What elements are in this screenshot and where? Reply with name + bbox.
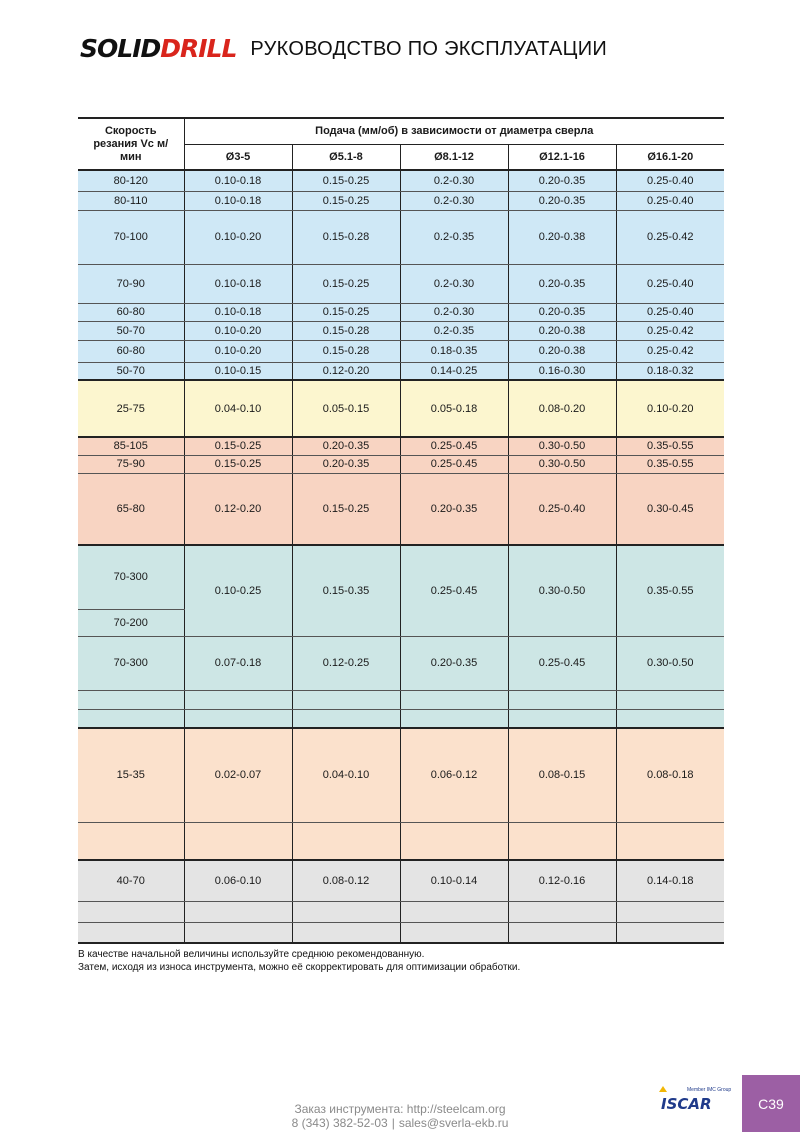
feed-cell xyxy=(400,901,508,922)
feed-cell: 0.05-0.18 xyxy=(400,380,508,437)
feed-cell: 0.10-0.25 xyxy=(184,545,292,636)
feed-cell: 0.15-0.25 xyxy=(292,264,400,303)
feed-cell xyxy=(616,709,724,728)
diameter-header: Ø8.1-12 xyxy=(400,144,508,170)
feed-cell: 0.20-0.38 xyxy=(508,340,616,362)
feed-cell: 0.35-0.55 xyxy=(616,437,724,455)
feed-cell: 0.08-0.18 xyxy=(616,728,724,822)
feed-cell: 0.10-0.18 xyxy=(184,264,292,303)
feed-cell xyxy=(292,901,400,922)
feed-cell: 0.10-0.18 xyxy=(184,303,292,321)
feed-cell: 0.10-0.14 xyxy=(400,860,508,901)
feed-cell xyxy=(184,922,292,943)
feed-cell: 0.20-0.35 xyxy=(400,473,508,545)
feed-cell xyxy=(184,690,292,709)
feed-cell xyxy=(508,922,616,943)
feed-cell: 0.10-0.20 xyxy=(184,321,292,340)
feed-cell: 0.07-0.18 xyxy=(184,636,292,690)
page-number: C39 xyxy=(758,1095,784,1112)
feed-cell: 0.25-0.40 xyxy=(616,303,724,321)
feed-cell: 0.14-0.25 xyxy=(400,362,508,380)
feed-cell xyxy=(184,822,292,860)
table-row xyxy=(78,709,724,728)
feed-cell: 0.30-0.50 xyxy=(616,636,724,690)
feed-cell: 0.08-0.15 xyxy=(508,728,616,822)
feed-cell: 0.18-0.35 xyxy=(400,340,508,362)
feed-cell: 0.15-0.25 xyxy=(292,191,400,210)
feed-cell xyxy=(508,822,616,860)
table-row xyxy=(78,303,724,321)
feed-cell xyxy=(292,709,400,728)
feed-cell: 0.15-0.25 xyxy=(292,473,400,545)
speed-cell: 75-90 xyxy=(78,455,184,473)
speed-cell: 70-100 xyxy=(78,210,184,264)
feed-cell: 0.20-0.35 xyxy=(292,437,400,455)
speed-cell: 70-200 xyxy=(78,609,184,636)
feed-cell: 0.15-0.28 xyxy=(292,321,400,340)
feed-cell: 0.2-0.30 xyxy=(400,170,508,191)
table-row xyxy=(78,690,724,709)
speed-cell: 70-300 xyxy=(78,636,184,690)
feed-cell: 0.35-0.55 xyxy=(616,455,724,473)
speed-cell xyxy=(78,901,184,922)
feed-cell: 0.10-0.18 xyxy=(184,191,292,210)
usage-note xyxy=(78,948,520,974)
table-row xyxy=(78,340,724,362)
usage-note-line: Затем, исходя из износа инструмента, можно её скорректировать для оптимизации обработки. xyxy=(78,962,521,973)
table-row xyxy=(78,822,724,860)
feed-cell: 0.25-0.42 xyxy=(616,340,724,362)
iscar-tagline: Member IMC Group xyxy=(687,1087,732,1093)
feed-cell: 0.30-0.45 xyxy=(616,473,724,545)
table-row xyxy=(78,437,724,455)
feed-cell: 0.12-0.16 xyxy=(508,860,616,901)
feed-cell: 0.25-0.45 xyxy=(400,545,508,636)
feed-cell xyxy=(508,690,616,709)
feed-cell: 0.20-0.35 xyxy=(508,191,616,210)
feed-cell: 0.25-0.40 xyxy=(616,264,724,303)
speed-column-header: Скорость резания Vc м/мин xyxy=(78,118,184,170)
feed-cell xyxy=(292,690,400,709)
feed-cell: 0.08-0.20 xyxy=(508,380,616,437)
feed-cell: 0.25-0.42 xyxy=(616,210,724,264)
table-row xyxy=(78,473,724,545)
feed-cell: 0.20-0.35 xyxy=(508,170,616,191)
feed-cell: 0.15-0.35 xyxy=(292,545,400,636)
feed-cell: 0.30-0.50 xyxy=(508,455,616,473)
contact-line xyxy=(0,1116,800,1130)
feed-cell: 0.2-0.30 xyxy=(400,264,508,303)
table-row xyxy=(78,728,724,822)
feed-cell: 0.15-0.25 xyxy=(292,170,400,191)
feed-cell: 0.15-0.28 xyxy=(292,210,400,264)
iscar-wordmark: ISCAR xyxy=(661,1095,712,1112)
feed-speed-table xyxy=(78,117,724,944)
contact-separator: | xyxy=(391,1116,395,1130)
feed-cell: 0.16-0.30 xyxy=(508,362,616,380)
table-row xyxy=(78,860,724,901)
speed-cell: 50-70 xyxy=(78,321,184,340)
table-row xyxy=(78,545,724,609)
speed-cell: 70-90 xyxy=(78,264,184,303)
speed-cell xyxy=(78,922,184,943)
feed-cell xyxy=(400,690,508,709)
feed-cell: 0.25-0.45 xyxy=(400,437,508,455)
diameter-header: Ø5.1-8 xyxy=(292,144,400,170)
feed-cell: 0.20-0.35 xyxy=(292,455,400,473)
feed-cell xyxy=(508,709,616,728)
logo-part-solid: SOLID xyxy=(80,34,161,63)
speed-cell: 80-120 xyxy=(78,170,184,191)
feed-cell xyxy=(184,709,292,728)
feed-cell: 0.10-0.20 xyxy=(184,210,292,264)
feed-cell: 0.12-0.20 xyxy=(184,473,292,545)
feed-cell: 0.10-0.15 xyxy=(184,362,292,380)
speed-cell: 25-75 xyxy=(78,380,184,437)
feed-cell: 0.04-0.10 xyxy=(184,380,292,437)
table-row xyxy=(78,170,724,191)
iscar-flame-icon xyxy=(659,1086,667,1092)
feed-cell: 0.04-0.10 xyxy=(292,728,400,822)
feed-cell: 0.18-0.32 xyxy=(616,362,724,380)
diameter-header: Ø12.1-16 xyxy=(508,144,616,170)
speed-cell: 40-70 xyxy=(78,860,184,901)
speed-cell: 50-70 xyxy=(78,362,184,380)
feed-cell: 0.15-0.28 xyxy=(292,340,400,362)
speed-cell: 60-80 xyxy=(78,340,184,362)
speed-cell: 85-105 xyxy=(78,437,184,455)
feed-cell: 0.06-0.10 xyxy=(184,860,292,901)
feed-cell: 0.10-0.18 xyxy=(184,170,292,191)
solid-drill-logo xyxy=(80,34,236,64)
feed-cell: 0.2-0.35 xyxy=(400,210,508,264)
speed-cell xyxy=(78,690,184,709)
feed-cell: 0.30-0.50 xyxy=(508,545,616,636)
feed-cell: 0.10-0.20 xyxy=(184,340,292,362)
feed-cell: 0.06-0.12 xyxy=(400,728,508,822)
feed-cell xyxy=(184,901,292,922)
table-row xyxy=(78,922,724,943)
feed-cell: 0.20-0.35 xyxy=(508,303,616,321)
feed-cell xyxy=(292,922,400,943)
table-row xyxy=(78,321,724,340)
feed-cell xyxy=(616,690,724,709)
table-row xyxy=(78,191,724,210)
email-link[interactable]: sales@sverla-ekb.ru xyxy=(398,1116,509,1130)
feed-cell xyxy=(616,822,724,860)
table-row xyxy=(78,901,724,922)
feed-cell: 0.15-0.25 xyxy=(292,303,400,321)
table-row xyxy=(78,455,724,473)
feed-cell: 0.10-0.20 xyxy=(616,380,724,437)
feed-cell: 0.20-0.35 xyxy=(508,264,616,303)
speed-cell xyxy=(78,822,184,860)
feed-cell: 0.35-0.55 xyxy=(616,545,724,636)
table-row xyxy=(78,380,724,437)
feed-cell: 0.05-0.15 xyxy=(292,380,400,437)
speed-cell: 70-300 xyxy=(78,545,184,609)
page-title: РУКОВОДСТВО ПО ЭКСПЛУАТАЦИИ xyxy=(250,38,608,60)
feed-cell: 0.15-0.25 xyxy=(184,437,292,455)
feed-column-header: Подача (мм/об) в зависимости от диаметра сверла xyxy=(184,118,724,144)
feed-cell: 0.2-0.30 xyxy=(400,191,508,210)
speed-cell: 65-80 xyxy=(78,473,184,545)
feed-cell: 0.12-0.20 xyxy=(292,362,400,380)
table-row xyxy=(78,636,724,690)
speed-cell xyxy=(78,709,184,728)
feed-cell xyxy=(616,922,724,943)
phone-number: 8 (343) 382-52-03 xyxy=(291,1116,388,1130)
speed-cell: 80-110 xyxy=(78,191,184,210)
feed-cell: 0.25-0.42 xyxy=(616,321,724,340)
feed-cell xyxy=(400,922,508,943)
speed-cell: 60-80 xyxy=(78,303,184,321)
header xyxy=(80,30,607,64)
speed-cell: 15-35 xyxy=(78,728,184,822)
feed-cell: 0.25-0.40 xyxy=(508,473,616,545)
feed-cell: 0.20-0.38 xyxy=(508,321,616,340)
feed-cell: 0.08-0.12 xyxy=(292,860,400,901)
table-row xyxy=(78,264,724,303)
feed-cell: 0.14-0.18 xyxy=(616,860,724,901)
feed-cell xyxy=(292,822,400,860)
logo-part-drill: DRILL xyxy=(160,34,237,63)
order-url-text[interactable]: Заказ инструмента: http://steelcam.org xyxy=(294,1102,506,1116)
feed-cell: 0.25-0.45 xyxy=(508,636,616,690)
diameter-header: Ø3-5 xyxy=(184,144,292,170)
feed-cell: 0.30-0.50 xyxy=(508,437,616,455)
diameter-header: Ø16.1-20 xyxy=(616,144,724,170)
feed-cell xyxy=(616,901,724,922)
feed-cell xyxy=(400,709,508,728)
page-number-tab xyxy=(742,1075,800,1132)
usage-note-line: В качестве начальной величины используйте среднюю рекомендованную. xyxy=(78,949,425,960)
feed-cell: 0.15-0.25 xyxy=(184,455,292,473)
feed-cell xyxy=(400,822,508,860)
feed-cell: 0.25-0.40 xyxy=(616,170,724,191)
feed-cell: 0.2-0.30 xyxy=(400,303,508,321)
feed-cell: 0.2-0.35 xyxy=(400,321,508,340)
feed-cell: 0.12-0.25 xyxy=(292,636,400,690)
table-row xyxy=(78,362,724,380)
feed-cell: 0.25-0.40 xyxy=(616,191,724,210)
feed-cell: 0.20-0.35 xyxy=(400,636,508,690)
feed-cell: 0.20-0.38 xyxy=(508,210,616,264)
feed-cell: 0.02-0.07 xyxy=(184,728,292,822)
feed-cell: 0.25-0.45 xyxy=(400,455,508,473)
feed-cell xyxy=(508,901,616,922)
table-row xyxy=(78,210,724,264)
iscar-logo xyxy=(657,1084,737,1112)
